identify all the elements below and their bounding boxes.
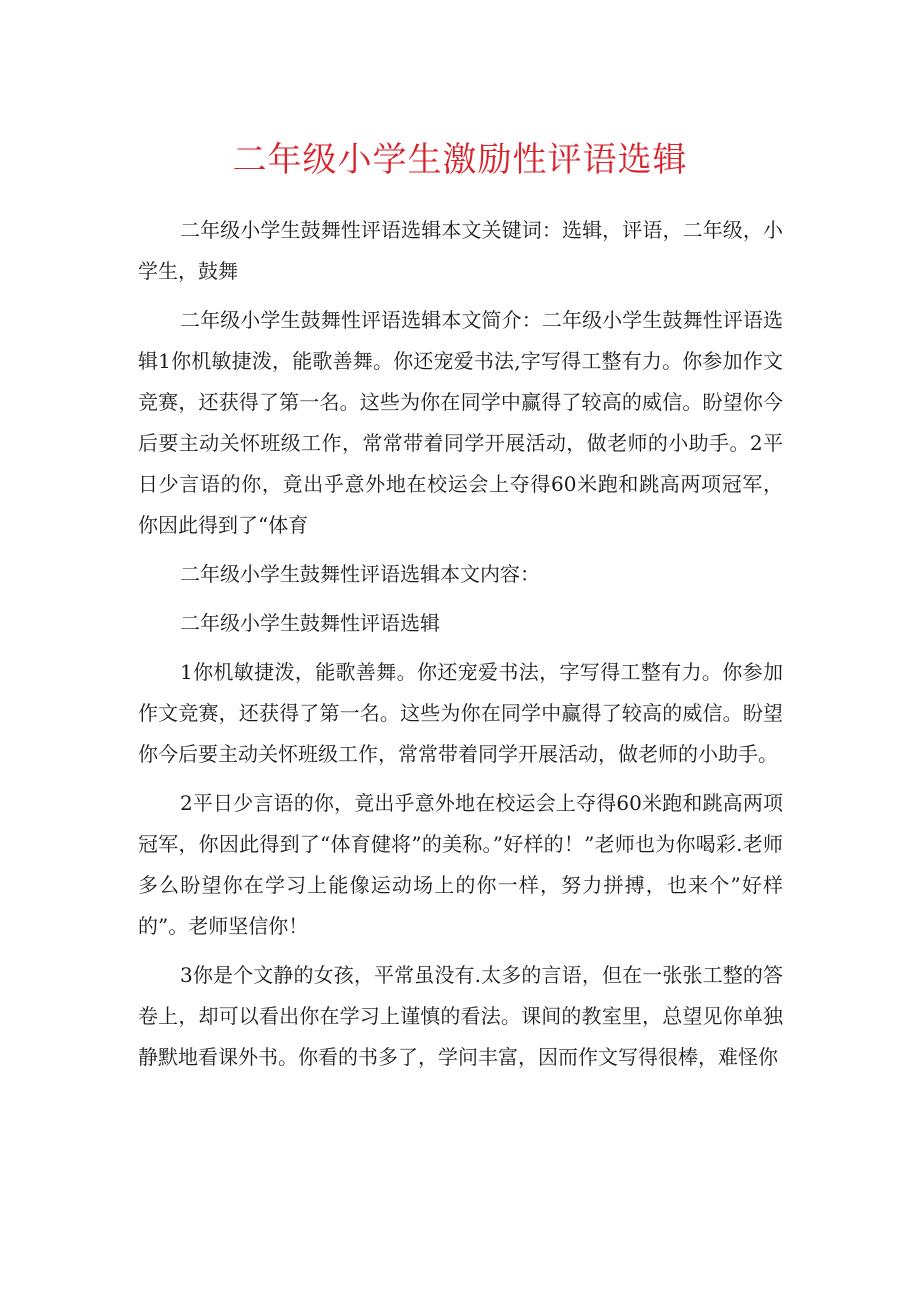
comment-paragraph-3: 3你是个文静的女孩，平常虽没有.太多的言语，但在一张张工整的答卷上，却可以看出你在学习上谨慎的看法。课间的教室里，总望见你单独静默地看课外书。你看的书多了，学问丰富，因而作文写得很棒，难怪你 <box>138 963 783 1069</box>
content-heading: 二年级小学生鼓舞性评语选辑本文内容： <box>180 562 540 586</box>
section-title: 二年级小学生鼓舞性评语选辑 <box>180 611 440 635</box>
document-title: 二年级小学生激励性评语选辑 <box>232 140 688 180</box>
comment-paragraph-1: 1你机敏捷泼，能歌善舞。你还宠爱书法，字写得工整有力。你参加作文竞赛，还获得了第一名。这些为你在同学中赢得了较高的威信。盼望你今后要主动关怀班级工作，常常带着同学开展活动，做老师的小助手。 <box>138 660 783 766</box>
keywords-paragraph: 二年级小学生鼓舞性评语选辑本文关键词：选辑，评语，二年级，小学生，鼓舞 <box>138 218 783 283</box>
comment-paragraph-2: 2平日少言语的你，竟出乎意外地在校运会上夺得60米跑和跳高两项冠军，你因此得到了“体育健将”的美称。”好样的！”老师也为你喝彩.老师多么盼望你在学习上能像运动场上的你一样，努力拼搏，也来个”好样的”。老师坚信你！ <box>138 791 783 938</box>
document-body <box>138 210 783 1086</box>
summary-paragraph: 二年级小学生鼓舞性评语选辑本文简介：二年级小学生鼓舞性评语选辑1你机敏捷泼，能歌善舞。你还宠爱书法,字写得工整有力。你参加作文竞赛，还获得了第一名。这些为你在同学中赢得了较高的威信。盼望你今后要主动关怀班级工作，常常带着同学开展活动，做老师的小助手。2平日少言语的你，竟出乎意外地在校运会上夺得60米跑和跳高两项冠军，你因此得到了“体育 <box>138 308 783 537</box>
